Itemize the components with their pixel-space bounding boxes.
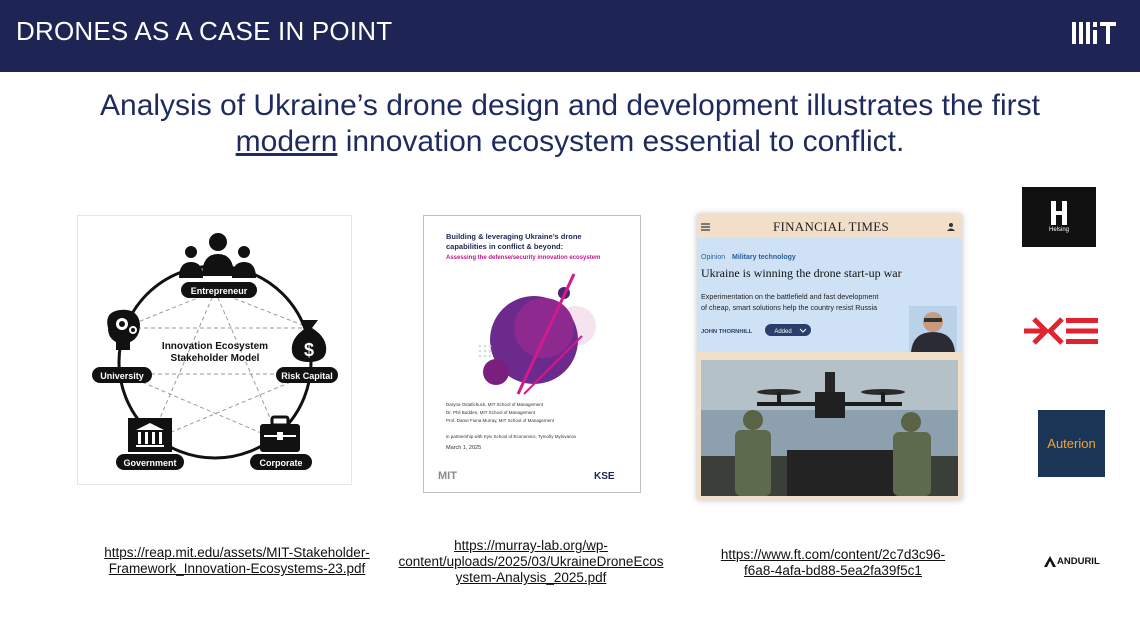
anduril-logo xyxy=(1044,555,1104,569)
paper-title-line-1: Building & leveraging Ukraine’s drone xyxy=(446,232,582,241)
helsing-h-icon xyxy=(1022,187,1096,247)
auterion-logo xyxy=(1038,410,1105,477)
ecosystem-link-line-1: https://reap.mit.edu/assets/MIT-Stakeholder- xyxy=(104,545,370,560)
paper-cover-graphic xyxy=(424,216,640,492)
paper-link[interactable] xyxy=(385,538,677,586)
mit-logo xyxy=(1072,22,1116,44)
people-icon xyxy=(179,233,256,278)
paper-date: March 1, 2025 xyxy=(446,445,482,451)
user-account-icon xyxy=(947,223,955,231)
diagram-center-title: Innovation Ecosystem xyxy=(161,341,269,352)
ft-link-line-2: f6a8-4afa-bd88-5ea2fa39f5c1 xyxy=(744,563,922,578)
helsing-logo xyxy=(1022,187,1096,247)
node-label-risk-capital: Risk Capital xyxy=(281,371,333,381)
node-label-government: Government xyxy=(123,458,177,468)
headline-line-1: Analysis of Ukraine’s drone design and development illustrates the first xyxy=(100,89,1040,122)
helsing-label: Helsing xyxy=(1048,227,1069,233)
diagram-center-subtitle: Stakeholder Model xyxy=(170,353,260,364)
paper-author-1: Daryna Ostafichuck, MIT School of Management xyxy=(446,402,543,407)
paper-mit-logo: MIT xyxy=(438,470,457,482)
headline-underlined-word: modern xyxy=(235,125,338,158)
ecosystem-diagram-card[interactable] xyxy=(77,215,352,485)
ft-link[interactable] xyxy=(700,547,966,579)
auterion-label: Auterion xyxy=(1047,436,1096,451)
paper-author-2: Dr. Phil Budden, MIT School of Management xyxy=(446,410,535,415)
paper-link-line-3: ystem-Analysis_2025.pdf xyxy=(455,570,607,585)
briefcase-icon xyxy=(260,417,300,452)
node-label-university: University xyxy=(100,371,144,381)
svg-text:$: $ xyxy=(303,340,315,360)
ft-headline: Ukraine is winning the drone start-up war xyxy=(701,266,902,280)
paper-kse-logo: KSE xyxy=(594,471,615,482)
ecosystem-link-line-2: Framework_Innovation-Ecosystems-23.pdf xyxy=(108,561,366,576)
paper-author-3: Prof. Dame Fiona Murray, MIT School of Management xyxy=(446,418,554,423)
ft-standfirst-line-1: Experimentation on the battlefield and fast development xyxy=(701,292,879,301)
ft-masthead: FINANCIAL TIMES xyxy=(772,219,890,234)
quantum-systems-logo xyxy=(1024,314,1100,348)
author-portrait xyxy=(909,306,957,352)
ft-author: JOHN THORNHILL xyxy=(701,329,753,335)
brain-gears-icon xyxy=(107,310,140,350)
node-label-entrepreneur: Entrepreneur xyxy=(190,286,248,296)
anduril-a-icon xyxy=(1044,556,1056,567)
ft-link-line-1: https://www.ft.com/content/2c7d3c96- xyxy=(720,547,946,562)
slide-title: DRONES AS A CASE IN POINT xyxy=(16,16,393,46)
paper-partnership: in partnership with Kyiv School of Economics, Tymofiy Mylovanov xyxy=(446,434,577,439)
ft-added-label: Added xyxy=(774,329,792,335)
headline-line-2-rest: innovation ecosystem essential to conflict. xyxy=(337,125,905,158)
research-paper-cover[interactable] xyxy=(423,215,641,493)
paper-title-line-2: capabilities in conflict & beyond: xyxy=(446,242,564,251)
node-label-corporate: Corporate xyxy=(259,458,303,468)
bank-icon xyxy=(128,418,172,452)
ft-section: Military technology xyxy=(732,254,796,261)
headline xyxy=(40,88,1100,160)
paper-subtitle: Assessing the defense/security innovation ecosystem xyxy=(446,255,601,261)
drone-soldiers-photo xyxy=(701,360,958,496)
ecosystem-link[interactable] xyxy=(86,545,388,577)
headline-line-2 xyxy=(40,124,1100,160)
ft-article-graphic xyxy=(697,214,962,500)
paper-link-line-1: https://murray-lab.org/wp- xyxy=(454,538,608,553)
ft-article-card[interactable] xyxy=(697,214,962,500)
slide-header xyxy=(0,0,1140,72)
hamburger-menu-icon xyxy=(701,224,710,230)
money-bag-icon xyxy=(292,320,326,362)
ecosystem-diagram xyxy=(78,216,351,484)
ft-standfirst-line-2: of cheap, smart solutions help the country resist Russia xyxy=(701,303,878,312)
paper-link-line-2: content/uploads/2025/03/UkraineDroneEcos xyxy=(398,554,664,569)
ft-section-prefix: Opinion xyxy=(701,254,726,261)
anduril-label: ANDURIL xyxy=(1057,556,1100,567)
